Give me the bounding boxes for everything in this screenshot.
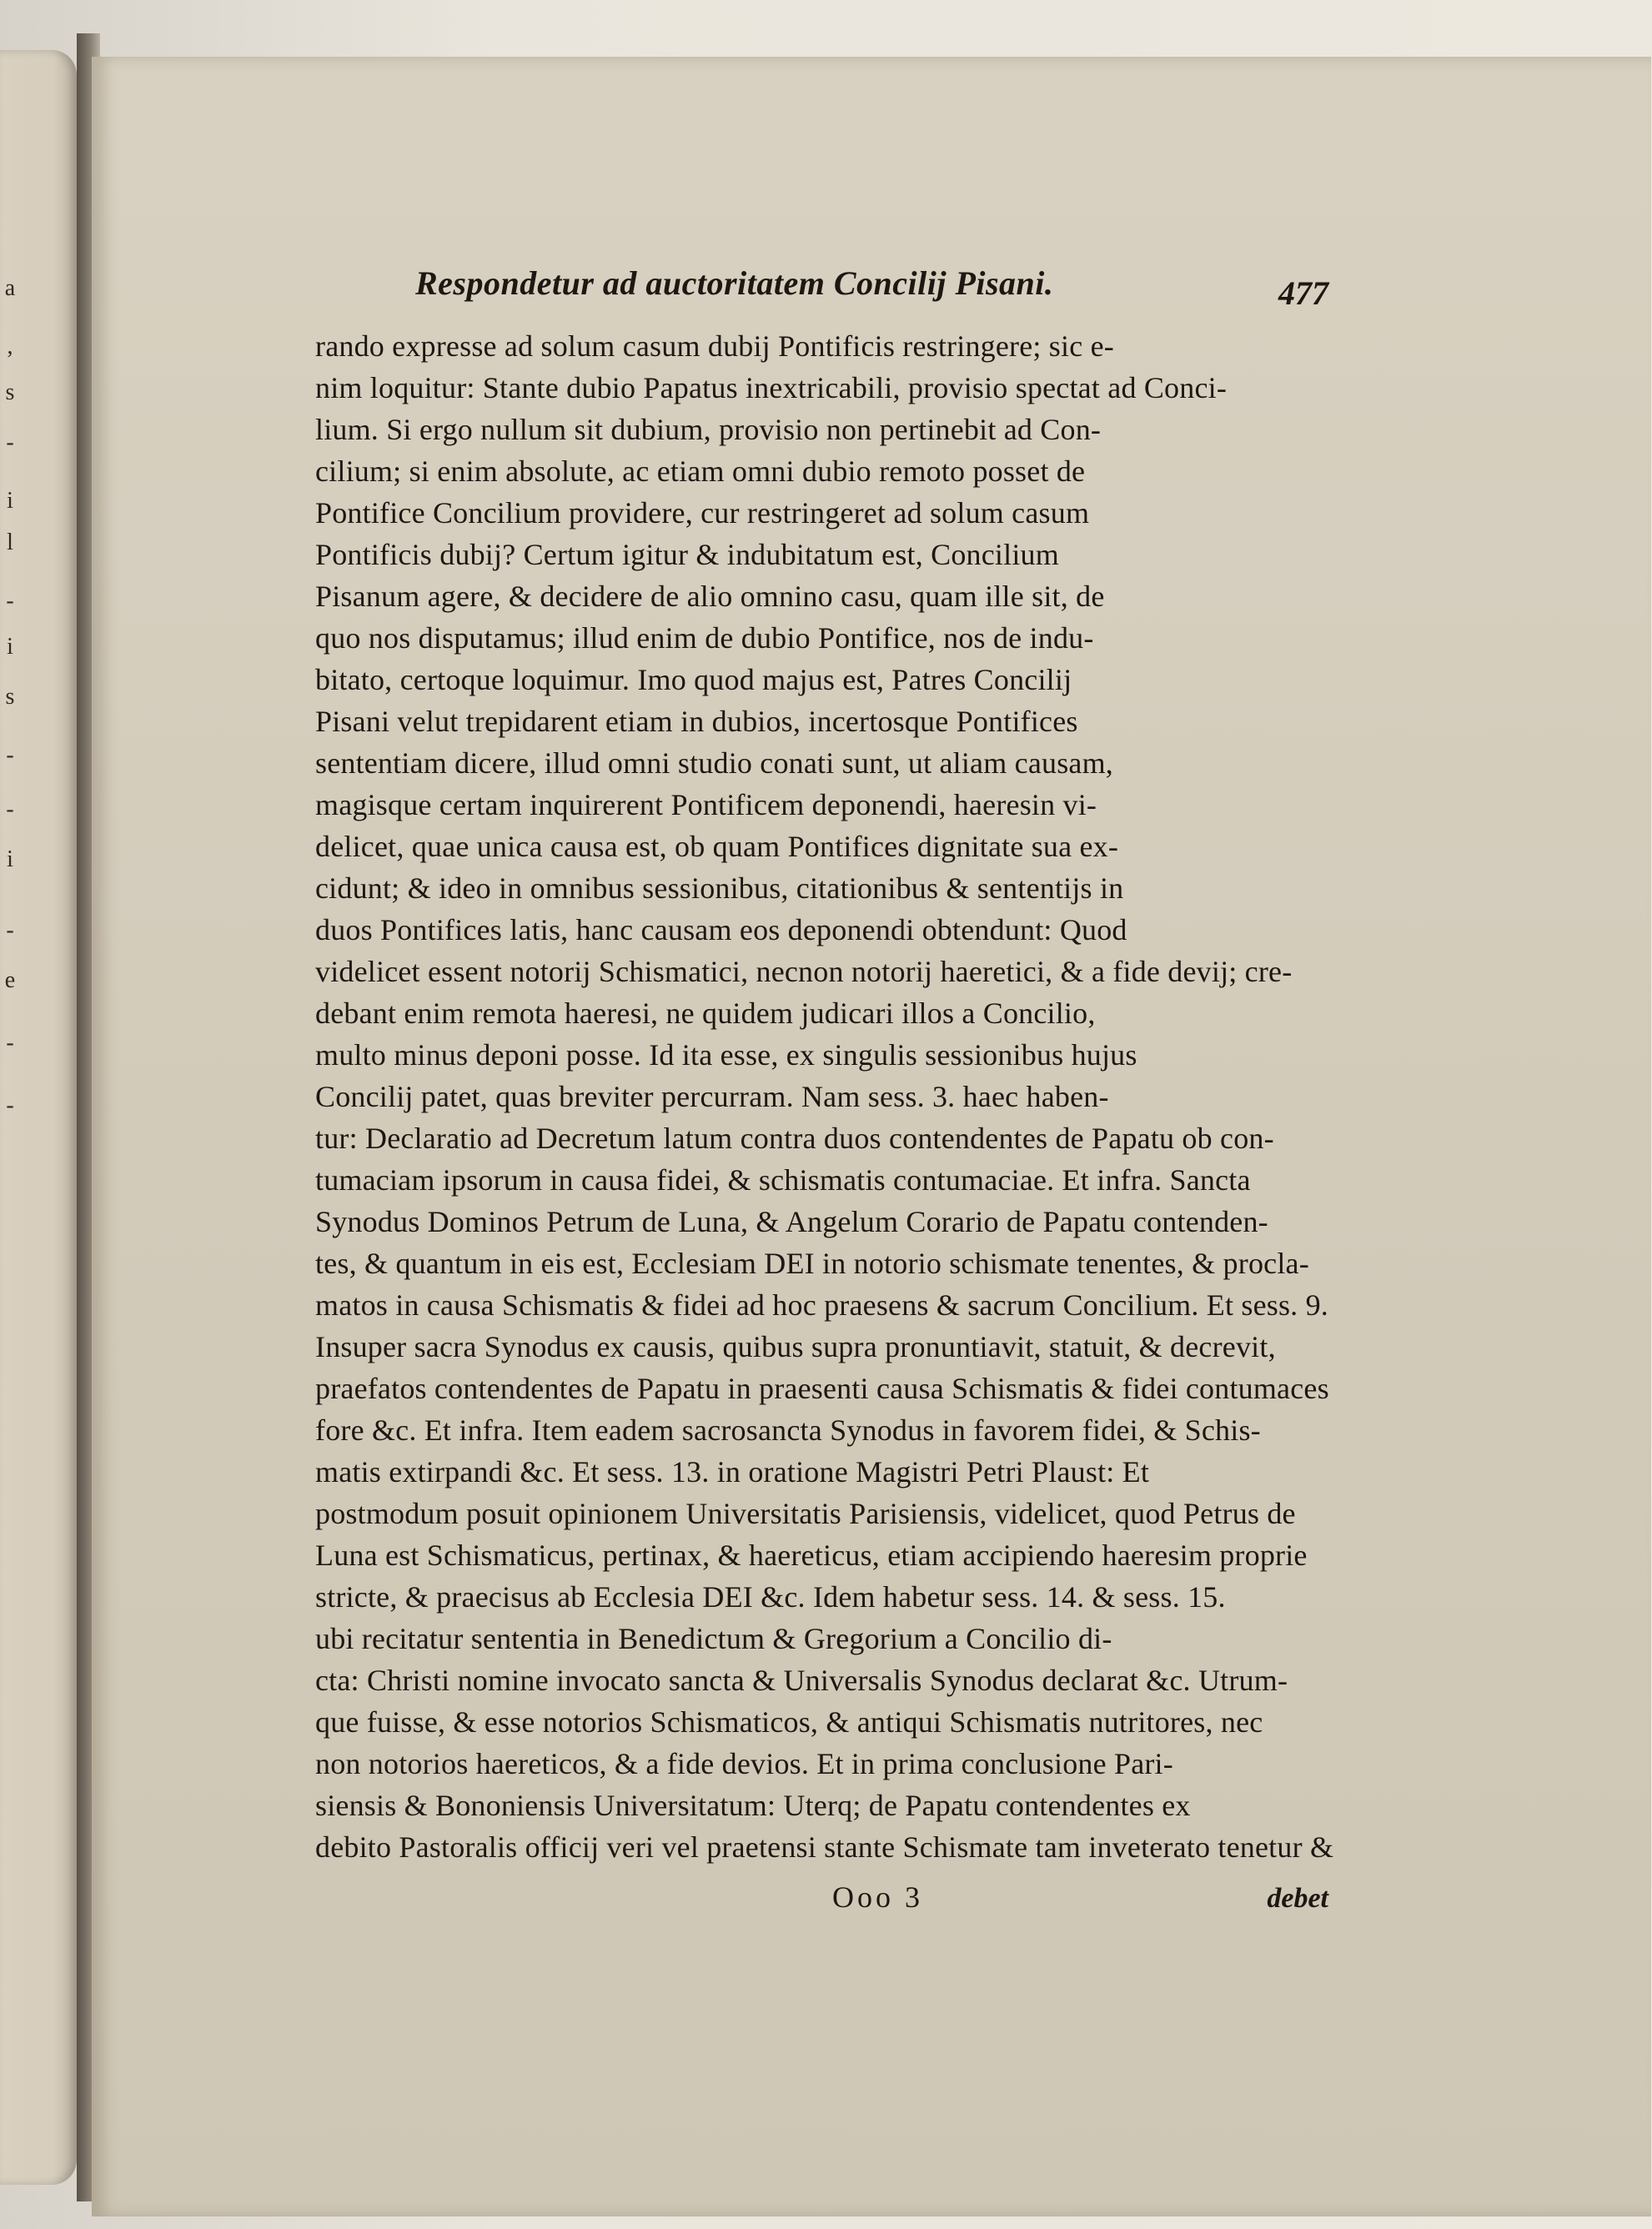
facing-page-glyph: i [7, 846, 13, 872]
text-line: cidunt; & ideo in omnibus sessionibus, citationibus & sententijs in [315, 871, 1124, 905]
text-line: cilium; si enim absolute, ac etiam omni dubio remoto posset de [315, 454, 1086, 488]
text-line: duos Pontifices latis, hanc causam eos deponendi obtendunt: Quod [315, 913, 1127, 946]
text-line: rando expresse ad solum casum dubij Pontificis restringere; sic e- [315, 329, 1114, 363]
facing-page-glyph: i [7, 634, 13, 660]
text-line: Pisani velut trepidarent etiam in dubios, incertosque Pontifices [315, 705, 1078, 738]
text-line: delicet, quae unica causa est, ob quam Pontifices dignitate sua ex- [315, 830, 1119, 863]
text-line: matos in causa Schismatis & fidei ad hoc praesens & sacrum Concilium. Et sess. 9. [315, 1288, 1328, 1322]
text-line: fore &c. Et infra. Item eadem sacrosancta Synodus in favorem fidei, & Schis- [315, 1413, 1261, 1447]
facing-page-glyph: , [7, 334, 13, 359]
text-line: quo nos disputamus; illud enim de dubio Pontifice, nos de indu- [315, 621, 1094, 655]
facing-page-glyph: a [4, 275, 16, 301]
text-line: debito Pastoralis officij veri vel praetensi stante Schismate tam inveterato tenetur & [315, 1830, 1334, 1864]
facing-page-glyph: i [7, 488, 13, 514]
text-line: Insuper sacra Synodus ex causis, quibus supra pronuntiavit, statuit, & decrevit, [315, 1330, 1276, 1363]
text-line: tur: Declaratio ad Decretum latum contra duos contendentes de Papatu ob con- [315, 1122, 1274, 1155]
running-title: Respondetur ad auctoritatem Concilij Pisani. [415, 264, 1054, 302]
text-line: nim loquitur: Stante dubio Papatus inextricabili, provisio spectat ad Conci- [315, 371, 1228, 404]
text-line: postmodum posuit opinionem Universitatis Parisiensis, videlicet, quod Petrus de [315, 1497, 1296, 1530]
facing-page-glyph: - [6, 917, 14, 943]
text-line: cta: Christi nomine invocato sancta & Universalis Synodus declarat &c. Utrum- [315, 1664, 1288, 1697]
text-line: tumaciam ipsorum in causa fidei, & schismatis contumaciae. Et infra. Sancta [315, 1163, 1251, 1197]
text-line: Pisanum agere, & decidere de alio omnino casu, quam ille sit, de [315, 580, 1105, 613]
book-page [92, 57, 1651, 2216]
text-line: praefatos contendentes de Papatu in praesenti causa Schismatis & fidei contumaces [315, 1372, 1329, 1405]
facing-page-glyph: l [7, 530, 13, 555]
body-text [315, 325, 1334, 1868]
facing-page-glyph: - [6, 796, 14, 822]
text-line: videlicet essent notorij Schismatici, necnon notorij haeretici, & a fide devij; cre- [315, 955, 1293, 988]
text-line: multo minus deponi posse. Id ita esse, ex singulis sessionibus hujus [315, 1038, 1137, 1072]
facing-page-glyph: - [6, 1030, 14, 1056]
facing-page-glyph: - [6, 742, 14, 768]
facing-page-glyph: s [5, 684, 15, 710]
signature-mark: Ooo 3 [832, 1880, 923, 1914]
text-line: que fuisse, & esse notorios Schismaticos, & antiqui Schismatis nutritores, nec [315, 1705, 1263, 1739]
text-line: tes, & quantum in eis est, Ecclesiam DEI in notorio schismate tenentes, & procla- [315, 1247, 1309, 1280]
text-line: stricte, & praecisus ab Ecclesia DEI &c. Idem habetur sess. 14. & sess. 15. [315, 1580, 1226, 1614]
facing-page-glyph: - [6, 1092, 14, 1118]
text-line: sententiam dicere, illud omni studio conati sunt, ut aliam causam, [315, 746, 1113, 780]
facing-page-glyph: e [4, 967, 16, 993]
page-number: 477 [1278, 274, 1328, 312]
text-line: Pontifice Concilium providere, cur restringeret ad solum casum [315, 496, 1090, 530]
text-line: Luna est Schismaticus, pertinax, & haereticus, etiam accipiendo haeresim proprie [315, 1539, 1308, 1572]
text-line: ubi recitatur sententia in Benedictum & Gregorium a Concilio di- [315, 1622, 1112, 1655]
text-line: non notorios haereticos, & a fide devios. Et in prima conclusione Pari- [315, 1747, 1173, 1780]
facing-page-edge [0, 50, 77, 2185]
facing-page-glyph: - [6, 429, 14, 455]
text-line: Synodus Dominos Petrum de Luna, & Angelum Corario de Papatu contenden- [315, 1205, 1268, 1238]
text-line: matis extirpandi &c. Et sess. 13. in oratione Magistri Petri Plaust: Et [315, 1455, 1150, 1489]
facing-page-glyph: - [6, 588, 14, 614]
catchword: debet [1267, 1883, 1328, 1914]
text-line: lium. Si ergo nullum sit dubium, provisio non pertinebit ad Con- [315, 413, 1102, 446]
text-line: siensis & Bononiensis Universitatum: Uterq; de Papatu contendentes ex [315, 1789, 1191, 1822]
text-line: debant enim remota haeresi, ne quidem judicari illos a Concilio, [315, 997, 1096, 1030]
page-footer [315, 1880, 1328, 1930]
facing-page-glyph: s [5, 379, 15, 405]
text-line: Concilij patet, quas breviter percurram. Nam sess. 3. haec haben- [315, 1080, 1109, 1113]
text-line: magisque certam inquirerent Pontificem deponendi, haeresin vi- [315, 788, 1097, 821]
text-line: bitato, certoque loquimur. Imo quod majus est, Patres Concilij [315, 663, 1072, 696]
text-block [315, 264, 1334, 1930]
text-line: Pontificis dubij? Certum igitur & indubitatum est, Concilium [315, 538, 1059, 571]
page-header [315, 264, 1328, 315]
